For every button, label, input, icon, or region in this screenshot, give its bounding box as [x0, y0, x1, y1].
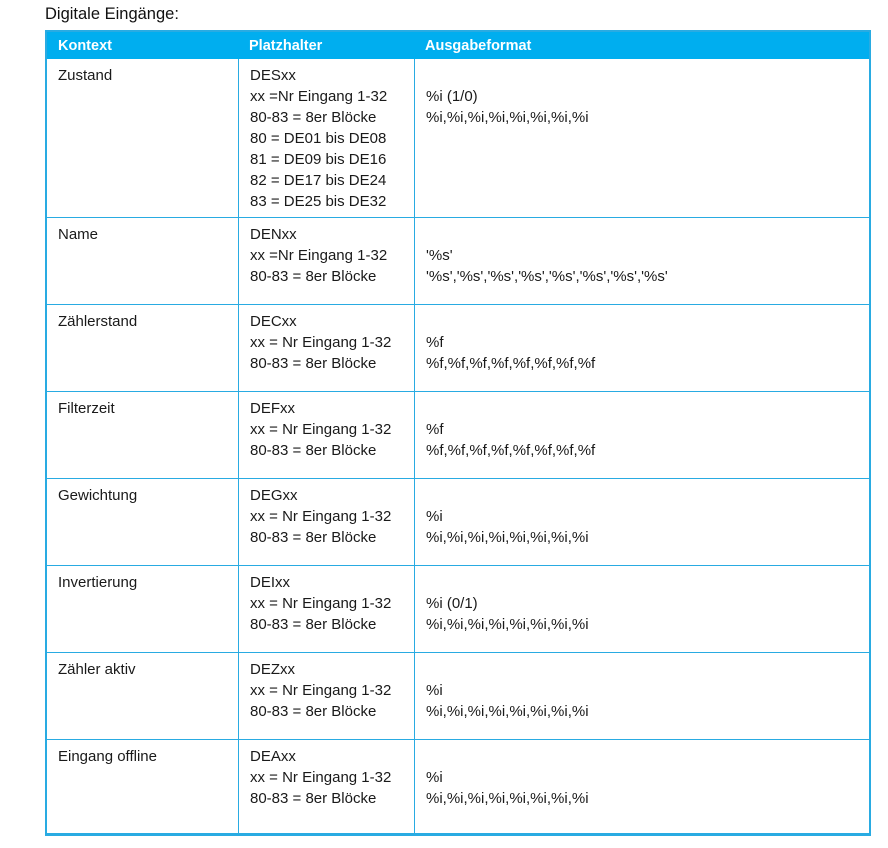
- text-line: 80 = DE01 bis DE08: [250, 130, 387, 147]
- text-line: %f,%f,%f,%f,%f,%f,%f,%f: [426, 442, 596, 459]
- column-header-kontext: Kontext: [58, 37, 112, 54]
- kontext-cell: Eingang offline: [58, 748, 157, 765]
- text-line: %i,%i,%i,%i,%i,%i,%i,%i: [426, 529, 589, 546]
- text-line: '%s','%s','%s','%s','%s','%s','%s','%s': [426, 268, 668, 285]
- text-line: xx = Nr Eingang 1-32: [250, 682, 392, 699]
- text-line: %f,%f,%f,%f,%f,%f,%f,%f: [426, 355, 596, 372]
- page-title: Digitale Eingänge:: [45, 5, 179, 23]
- table-header-row: [47, 32, 869, 59]
- text-line: 80-83 = 8er Blöcke: [250, 109, 377, 126]
- ausgabeformat-cell: [414, 218, 869, 304]
- kontext-cell: Zustand: [58, 67, 113, 84]
- platzhalter-cell: [238, 59, 414, 217]
- ausgabeformat-cell: [414, 566, 869, 652]
- text-line: xx = Nr Eingang 1-32: [250, 334, 392, 351]
- table-row: [47, 565, 869, 652]
- text-line: '%s': [426, 247, 453, 264]
- digital-inputs-table: [45, 30, 871, 836]
- text-line: xx =Nr Eingang 1-32: [250, 88, 388, 105]
- platzhalter-cell: [238, 653, 414, 739]
- text-line: DECxx: [250, 313, 297, 330]
- table-row: [47, 217, 869, 304]
- text-line: 80-83 = 8er Blöcke: [250, 790, 377, 807]
- kontext-cell: Zähler aktiv: [58, 661, 136, 678]
- kontext-cell: Name: [58, 226, 99, 243]
- text-line: xx =Nr Eingang 1-32: [250, 247, 388, 264]
- text-line: DEIxx: [250, 574, 291, 591]
- kontext-cell: Zählerstand: [58, 313, 138, 330]
- platzhalter-cell: [238, 305, 414, 391]
- text-line: %i: [426, 682, 443, 699]
- platzhalter-cell: [238, 479, 414, 565]
- ausgabeformat-cell: [414, 653, 869, 739]
- table-row: [47, 391, 869, 478]
- text-line: %i,%i,%i,%i,%i,%i,%i,%i: [426, 703, 589, 720]
- text-line: 80-83 = 8er Blöcke: [250, 268, 377, 285]
- text-line: 81 = DE09 bis DE16: [250, 151, 387, 168]
- platzhalter-cell: [238, 392, 414, 478]
- text-line: xx = Nr Eingang 1-32: [250, 508, 392, 525]
- text-line: %i (0/1): [426, 595, 478, 612]
- column-header-ausgabeformat: Ausgabeformat: [425, 37, 532, 54]
- text-line: 80-83 = 8er Blöcke: [250, 355, 377, 372]
- text-line: DENxx: [250, 226, 297, 243]
- text-line: xx = Nr Eingang 1-32: [250, 595, 392, 612]
- text-line: xx = Nr Eingang 1-32: [250, 769, 392, 786]
- ausgabeformat-cell: [414, 479, 869, 565]
- text-line: xx = Nr Eingang 1-32: [250, 421, 392, 438]
- text-line: %i: [426, 769, 443, 786]
- kontext-cell: Filterzeit: [58, 400, 115, 417]
- table-row: [47, 59, 869, 217]
- kontext-cell: Gewichtung: [58, 487, 138, 504]
- text-line: DEZxx: [250, 661, 295, 678]
- kontext-cell: Invertierung: [58, 574, 138, 591]
- table-row: [47, 304, 869, 391]
- table-row: [47, 739, 869, 833]
- text-line: 80-83 = 8er Blöcke: [250, 703, 377, 720]
- text-line: DEAxx: [250, 748, 296, 765]
- ausgabeformat-cell: [414, 740, 869, 833]
- ausgabeformat-cell: [414, 305, 869, 391]
- text-line: 80-83 = 8er Blöcke: [250, 442, 377, 459]
- text-line: %i: [426, 508, 443, 525]
- text-line: %i,%i,%i,%i,%i,%i,%i,%i: [426, 790, 589, 807]
- column-header-platzhalter: Platzhalter: [249, 37, 323, 54]
- text-line: %f: [426, 334, 444, 351]
- text-line: 83 = DE25 bis DE32: [250, 193, 387, 210]
- text-line: %i (1/0): [426, 88, 478, 105]
- ausgabeformat-cell: [414, 392, 869, 478]
- text-line: 80-83 = 8er Blöcke: [250, 616, 377, 633]
- text-line: DEFxx: [250, 400, 295, 417]
- table-body: [47, 59, 869, 833]
- table-row: [47, 652, 869, 739]
- ausgabeformat-cell: [414, 59, 869, 217]
- text-line: 82 = DE17 bis DE24: [250, 172, 387, 189]
- platzhalter-cell: [238, 740, 414, 833]
- platzhalter-cell: [238, 218, 414, 304]
- table-row: [47, 478, 869, 565]
- text-line: %i,%i,%i,%i,%i,%i,%i,%i: [426, 109, 589, 126]
- platzhalter-cell: [238, 566, 414, 652]
- text-line: DEGxx: [250, 487, 298, 504]
- text-line: 80-83 = 8er Blöcke: [250, 529, 377, 546]
- text-line: %i,%i,%i,%i,%i,%i,%i,%i: [426, 616, 589, 633]
- text-line: %f: [426, 421, 444, 438]
- text-line: DESxx: [250, 67, 296, 84]
